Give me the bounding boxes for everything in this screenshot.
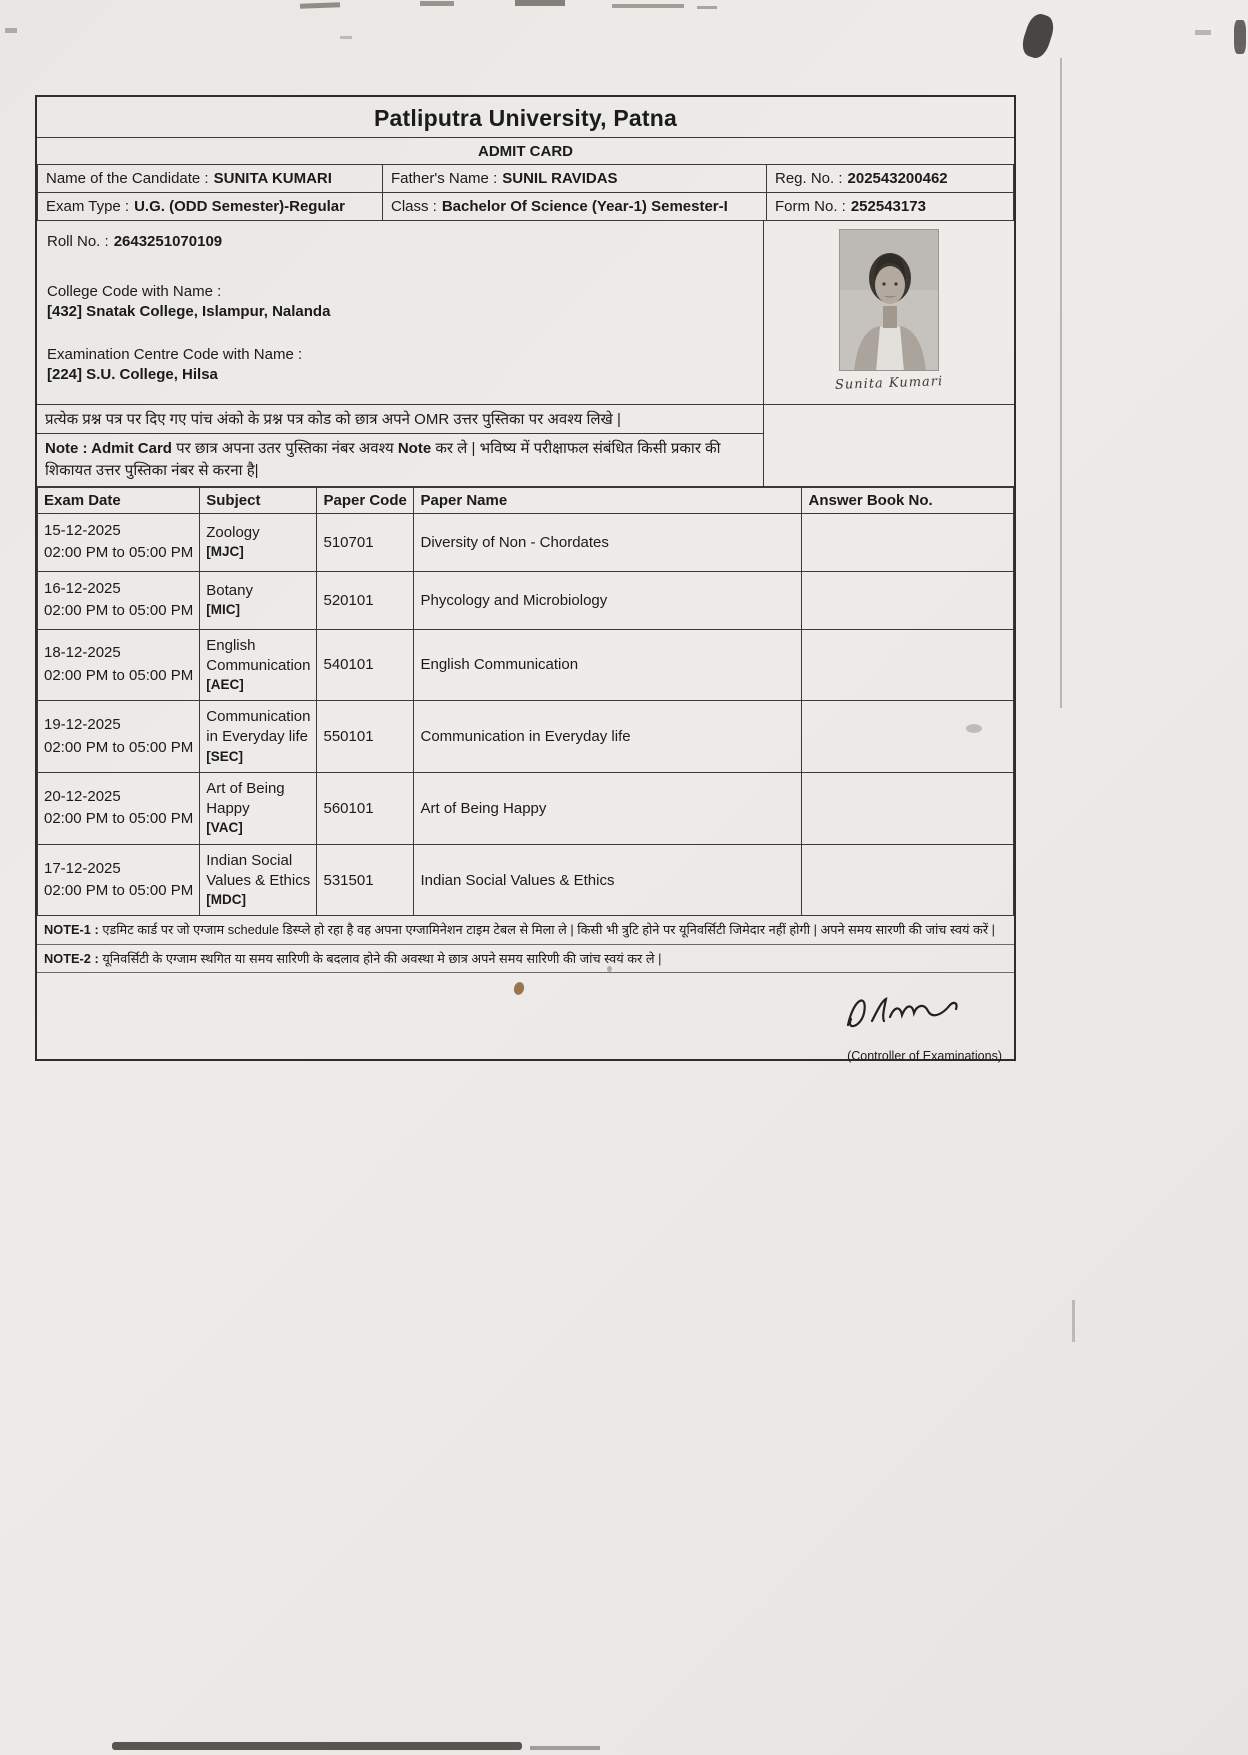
- admit-instruction-bold-2: Note: [397, 440, 432, 457]
- col-header-exam-date: Exam Date: [38, 487, 200, 513]
- controller-sign-block: [37, 973, 1014, 1071]
- exam-row: [38, 772, 1014, 844]
- admit-card-frame: [35, 95, 1016, 1061]
- exam-date: 18-12-2025: [44, 644, 121, 662]
- subject-tag: [MJC]: [206, 544, 244, 560]
- paper-code-cell: 531501: [317, 844, 414, 916]
- exam-time: 02:00 PM to 05:00 PM: [44, 602, 194, 619]
- college-label: College Code with Name :: [47, 283, 222, 300]
- exam-centre-label: Examination Centre Code with Name :: [47, 345, 303, 363]
- exam-date-cell: [38, 571, 200, 629]
- subject-name: Botany: [206, 581, 253, 599]
- paper-name-cell: Art of Being Happy: [414, 772, 802, 844]
- scan-artifact: [612, 4, 684, 8]
- exam-type-label: Exam Type :: [46, 198, 130, 215]
- scan-artifact: [300, 2, 340, 8]
- candidate-photo: [839, 229, 939, 371]
- exam-schedule-table: [37, 487, 1014, 917]
- exam-time: 02:00 PM to 05:00 PM: [44, 666, 194, 684]
- exam-date: 20-12-2025: [44, 787, 121, 805]
- exam-date-cell: [38, 772, 200, 844]
- class-field: [383, 193, 767, 221]
- paper-code-cell: 550101: [317, 701, 414, 773]
- instructions-right-spacer: [764, 405, 1014, 486]
- candidate-name-value: SUNITA KUMARI: [213, 170, 332, 187]
- subject-cell: [200, 629, 317, 701]
- instructions-section: [37, 405, 1014, 487]
- controller-signature-icon: [832, 987, 972, 1039]
- exam-date-cell: [38, 513, 200, 571]
- paper-name-cell: English Communication: [414, 629, 802, 701]
- form-no-label: Form No. :: [775, 198, 846, 215]
- scan-artifact: [340, 36, 352, 39]
- exam-time: 02:00 PM to 05:00 PM: [44, 810, 194, 828]
- col-header-answer-book-no: Answer Book No.: [802, 487, 1014, 513]
- subject-name: English Communication: [206, 636, 311, 674]
- father-name-field: [383, 165, 767, 193]
- class-label: Class :: [391, 198, 437, 215]
- answer-book-cell: [802, 701, 1014, 773]
- form-no-value: 252543173: [850, 198, 926, 215]
- admit-card-instruction: [37, 434, 763, 486]
- photo-signature: Sunita Kumari: [834, 374, 944, 393]
- paper-name-cell: Indian Social Values & Ethics: [414, 844, 802, 916]
- footer-note-2-text: यूनिवर्सिटी के एग्जाम स्थगित या समय सारिणी के बदलाव होने की अवस्था मे छात्र अपने समय सारिणी की जांच स्वयं कर ले |: [102, 950, 662, 966]
- subject-cell: [200, 844, 317, 916]
- scan-artifact: [697, 6, 717, 9]
- candidate-detail-section: [37, 221, 1014, 405]
- candidate-photo-panel: [764, 221, 1014, 404]
- candidate-name-label: Name of the Candidate :: [46, 170, 209, 187]
- exam-row: [38, 701, 1014, 773]
- exam-date: 19-12-2025: [44, 716, 121, 734]
- col-header-paper-name: Paper Name: [414, 487, 802, 513]
- exam-row: [38, 844, 1014, 916]
- exam-date: 15-12-2025: [44, 521, 121, 539]
- candidate-info-table: [37, 164, 1014, 221]
- scan-artifact: [530, 1746, 600, 1750]
- scan-artifact: [515, 0, 565, 6]
- subject-name: Communication in Everyday life: [206, 708, 311, 746]
- info-row-1: [38, 165, 1014, 193]
- reg-no-label: Reg. No. :: [775, 170, 843, 187]
- paper-code-cell: 510701: [317, 513, 414, 571]
- footer-note-1-text: एडमिट कार्ड पर जो एग्जाम schedule डिस्प्ले हो रहा है वह अपना एग्जामिनेशन टाइम टेबल से मिला ले | किसी भी त्रुटि होने पर यूनिवर्सिटी जिमेदार नहीं होगी | अपने समय सारणी की जांच स्वयं करें |: [102, 922, 995, 938]
- exam-type-value: U.G. (ODD Semester)-Regular: [134, 198, 345, 215]
- exam-row: [38, 513, 1014, 571]
- roll-no-field: [47, 233, 753, 250]
- exam-row: [38, 571, 1014, 629]
- subject-cell: [200, 701, 317, 773]
- subject-tag: [SEC]: [206, 748, 244, 764]
- footer-note-1: [37, 916, 1014, 944]
- scan-artifact: [420, 1, 454, 6]
- subject-tag: [MDC]: [206, 892, 247, 908]
- subject-name: Zoology: [206, 523, 260, 541]
- exam-date-cell: [38, 701, 200, 773]
- scan-artifact: [1195, 30, 1211, 35]
- footer-note-1-label: NOTE-1 :: [44, 922, 99, 938]
- paper-code-cell: 560101: [317, 772, 414, 844]
- admit-instruction-text: पर छात्र अपना उतर पुस्तिका नंबर अवश्य: [171, 440, 398, 457]
- paper-name-cell: Phycology and Microbiology: [414, 571, 802, 629]
- candidate-name-field: [38, 165, 383, 193]
- answer-book-cell: [802, 772, 1014, 844]
- footer-note-2: [37, 945, 1014, 973]
- subject-cell: [200, 513, 317, 571]
- admit-instruction-text-2: कर ले | भविष्य में परीक्षाफल संबंधित किसी प्रकार की शिकायत उत्तर पुस्तिका नंबर से करना है|: [45, 440, 721, 479]
- exam-date: 16-12-2025: [44, 579, 121, 597]
- candidate-photo-image: [840, 230, 939, 371]
- college-field: [47, 282, 753, 323]
- reg-no-value: 202543200462: [847, 170, 948, 187]
- scan-artifact: [5, 28, 17, 33]
- exam-date: 17-12-2025: [44, 859, 121, 877]
- subject-name: Indian Social Values & Ethics: [206, 851, 311, 889]
- father-name-label: Father's Name :: [391, 170, 498, 187]
- admit-instruction-bold: Note : Admit Card: [45, 440, 172, 457]
- controller-label: (Controller of Examinations): [847, 1048, 1002, 1063]
- answer-book-cell: [802, 571, 1014, 629]
- col-header-subject: Subject: [200, 487, 317, 513]
- scan-artifact: [1060, 58, 1062, 708]
- scan-artifact: [1072, 1300, 1075, 1342]
- answer-book-cell: [802, 513, 1014, 571]
- class-value: Bachelor Of Science (Year-1) Semester-I: [441, 198, 728, 215]
- reg-no-field: [767, 165, 1014, 193]
- exam-date-cell: [38, 629, 200, 701]
- card-title: ADMIT CARD: [478, 143, 573, 160]
- father-name-value: SUNIL RAVIDAS: [502, 170, 618, 187]
- exam-centre-value: [224] S.U. College, Hilsa: [47, 365, 218, 383]
- exam-time: 02:00 PM to 05:00 PM: [44, 738, 194, 756]
- college-value: [432] Snatak College, Islampur, Nalanda: [47, 303, 331, 321]
- col-header-paper-code: Paper Code: [317, 487, 414, 513]
- omr-instruction: प्रत्येक प्रश्न पत्र पर दिए गए पांच अंको के प्रश्न पत्र कोड को छात्र अपने OMR उत्तर पुस्तिका पर अवश्य लिखे |: [37, 405, 763, 434]
- paper-code-cell: 540101: [317, 629, 414, 701]
- scan-artifact: [1019, 11, 1057, 61]
- exam-time: 02:00 PM to 05:00 PM: [44, 882, 194, 900]
- roll-no-label: Roll No. :: [47, 233, 109, 250]
- subject-tag: [AEC]: [206, 677, 244, 692]
- info-row-2: [38, 193, 1014, 221]
- form-no-field: [767, 193, 1014, 221]
- scan-artifact: [1234, 20, 1246, 54]
- instructions-left: [37, 405, 764, 486]
- paper-name-cell: Diversity of Non - Chordates: [414, 513, 802, 571]
- subject-tag: [MIC]: [206, 602, 241, 618]
- subject-cell: [200, 772, 317, 844]
- exam-date-cell: [38, 844, 200, 916]
- exam-centre-field: [47, 345, 753, 386]
- subject-name: Art of Being Happy: [206, 779, 285, 818]
- exam-row: [38, 629, 1014, 701]
- paper-name-cell: Communication in Everyday life: [414, 701, 802, 773]
- candidate-detail-left: [37, 221, 764, 404]
- subject-tag: [VAC]: [206, 820, 243, 836]
- university-title: Patliputra University, Patna: [37, 97, 1014, 138]
- exam-type-field: [38, 193, 383, 221]
- subject-cell: [200, 571, 317, 629]
- exam-table-header-row: [38, 487, 1014, 513]
- roll-no-value: 2643251070109: [113, 233, 223, 250]
- paper-code-cell: 520101: [317, 571, 414, 629]
- scan-artifact: [112, 1742, 522, 1750]
- answer-book-cell: [802, 844, 1014, 916]
- answer-book-cell: [802, 629, 1014, 701]
- footer-note-2-label: NOTE-2 :: [44, 950, 99, 966]
- exam-time: 02:00 PM to 05:00 PM: [44, 544, 194, 561]
